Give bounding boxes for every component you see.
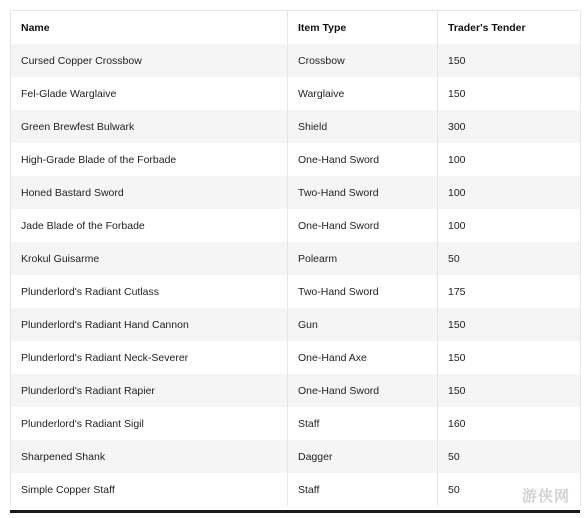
table-header-row	[11, 11, 581, 44]
table-row	[11, 308, 581, 341]
table-bottom-rule	[10, 510, 580, 513]
cell-name: Plunderlord's Radiant Rapier	[11, 374, 288, 407]
cell-item-type: Polearm	[288, 242, 438, 275]
cell-traders-tender: 150	[438, 374, 581, 407]
table-row	[11, 407, 581, 440]
cell-item-type: Crossbow	[288, 44, 438, 77]
table-row	[11, 242, 581, 275]
cell-traders-tender: 100	[438, 176, 581, 209]
cell-name: Jade Blade of the Forbade	[11, 209, 288, 242]
cell-name: Green Brewfest Bulwark	[11, 110, 288, 143]
cell-name: Honed Bastard Sword	[11, 176, 288, 209]
cell-traders-tender: 100	[438, 209, 581, 242]
cell-item-type: One-Hand Sword	[288, 143, 438, 176]
cell-item-type: Staff	[288, 473, 438, 506]
item-table-container	[10, 10, 580, 506]
cell-traders-tender: 150	[438, 341, 581, 374]
cell-item-type: Warglaive	[288, 77, 438, 110]
cell-item-type: Gun	[288, 308, 438, 341]
table-row	[11, 110, 581, 143]
cell-traders-tender: 100	[438, 143, 581, 176]
cell-traders-tender: 50	[438, 473, 581, 506]
cell-name: Plunderlord's Radiant Neck-Severer	[11, 341, 288, 374]
header-item-type: Item Type	[288, 11, 438, 44]
cell-traders-tender: 160	[438, 407, 581, 440]
table-row	[11, 176, 581, 209]
table-row	[11, 374, 581, 407]
cell-traders-tender: 150	[438, 308, 581, 341]
cell-name: Simple Copper Staff	[11, 473, 288, 506]
cell-traders-tender: 150	[438, 77, 581, 110]
header-traders-tender: Trader's Tender	[438, 11, 581, 44]
cell-traders-tender: 150	[438, 44, 581, 77]
cell-item-type: Two-Hand Sword	[288, 176, 438, 209]
cell-item-type: One-Hand Axe	[288, 341, 438, 374]
cell-name: Plunderlord's Radiant Cutlass	[11, 275, 288, 308]
table-row	[11, 275, 581, 308]
cell-traders-tender: 50	[438, 440, 581, 473]
cell-item-type: Staff	[288, 407, 438, 440]
header-name: Name	[11, 11, 288, 44]
cell-name: Plunderlord's Radiant Sigil	[11, 407, 288, 440]
table-body	[11, 44, 581, 506]
item-table	[10, 11, 581, 506]
cell-traders-tender: 175	[438, 275, 581, 308]
cell-name: Plunderlord's Radiant Hand Cannon	[11, 308, 288, 341]
cell-name: Sharpened Shank	[11, 440, 288, 473]
cell-name: Fel-Glade Warglaive	[11, 77, 288, 110]
cell-item-type: Dagger	[288, 440, 438, 473]
cell-traders-tender: 50	[438, 242, 581, 275]
cell-traders-tender: 300	[438, 110, 581, 143]
table-row	[11, 341, 581, 374]
cell-name: High-Grade Blade of the Forbade	[11, 143, 288, 176]
cell-name: Cursed Copper Crossbow	[11, 44, 288, 77]
cell-item-type: Two-Hand Sword	[288, 275, 438, 308]
table-row	[11, 209, 581, 242]
cell-item-type: Shield	[288, 110, 438, 143]
table-row	[11, 44, 581, 77]
table-row	[11, 473, 581, 506]
cell-item-type: One-Hand Sword	[288, 209, 438, 242]
cell-item-type: One-Hand Sword	[288, 374, 438, 407]
table-row	[11, 77, 581, 110]
table-row	[11, 143, 581, 176]
table-row	[11, 440, 581, 473]
cell-name: Krokul Guisarme	[11, 242, 288, 275]
watermark-logo: 游侠网	[521, 487, 570, 505]
